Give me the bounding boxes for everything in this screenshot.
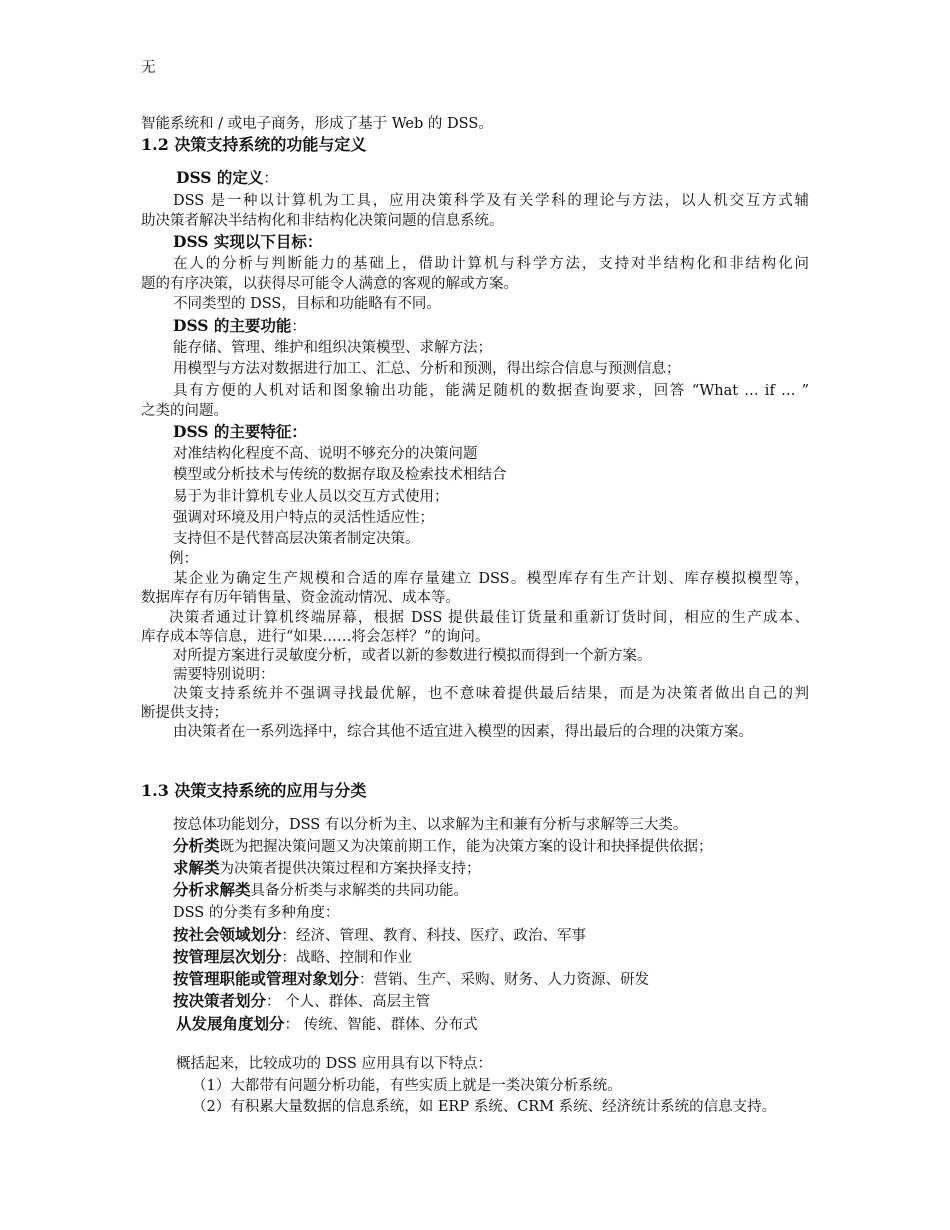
angle-item: [173, 969, 649, 990]
text-line: 在人的分析与判断能力的基础上，借助计算机与科学方法，支持对半结构化和非结构化问: [173, 256, 809, 272]
text-line: 某企业为确定生产规模和合适的库存量建立 DSS。模型库存有生产计划、库存模拟模型等，: [173, 571, 809, 587]
angle-item: [173, 925, 586, 946]
text-line: 数据库存有历年销售量、资金流动情况、成本等。: [141, 590, 460, 606]
text-line: 概括起来，比较成功的 DSS 应用具有以下特点：: [176, 1056, 492, 1072]
definition-heading-bold: DSS 的定义: [176, 168, 264, 187]
angle-item-desc: ：营销、生产、采购、财务、人力资源、研发: [359, 972, 650, 988]
text-line: （1）大都带有问题分析功能，有些实质上就是一类决策分析系统。: [192, 1078, 622, 1094]
class-item-term: 分析求解类: [173, 880, 251, 899]
angle-item-desc: ： 传统、智能、群体、分布式: [284, 1017, 478, 1033]
section-heading-1-3: 1.3 决策支持系统的应用与分类: [141, 781, 367, 800]
text-line: DSS 的分类有多种角度：: [173, 905, 340, 921]
note-label: 需要特别说明：: [173, 667, 275, 683]
text-line: 能存储、管理、维护和组织决策模型、求解方法；: [173, 340, 492, 356]
angle-item-term: 按管理层次划分: [173, 947, 282, 966]
angle-item: [173, 991, 430, 1012]
text-line: 库存成本等信息，进行“如果……将会怎样？”的询问。: [141, 629, 490, 645]
text-line: 具有方便的人机对话和图象输出功能，能满足随机的数据查询要求，回答 “What … if … ”: [173, 383, 809, 399]
text-line: 支持但不是代替高层决策者制定决策。: [173, 531, 420, 547]
class-item-desc: 具备分析类与求解类的共同功能。: [250, 883, 469, 899]
class-item-term: 求解类: [173, 858, 220, 877]
text-line: （2）有积累大量数据的信息系统，如 ERP 系统、CRM 系统、经济统计系统的信息支持。: [192, 1099, 777, 1115]
text-line: 由决策者在一系列选择中，综合其他不适宜进入模型的因素，得出最后的合理的决策方案。: [173, 724, 753, 740]
angle-item-term: 从发展角度划分: [176, 1014, 285, 1033]
text-line: 用模型与方法对数据进行加工、汇总、分析和预测，得出综合信息与预测信息；: [173, 361, 681, 377]
text-line: 断提供支持；: [141, 705, 228, 721]
text-line: 决策者通过计算机终端屏幕，根据 DSS 提供最佳订货量和重新订货时间，相应的生产成本、: [169, 610, 809, 626]
text-line: 之类的问题。: [141, 403, 228, 419]
text-line: DSS 是一种以计算机为工具，应用决策科学及有关学科的理论与方法，以人机交互方式辅: [173, 193, 809, 209]
text-line: 强调对环境及用户特点的灵活性适应性；: [173, 510, 434, 526]
angle-item-term: 按决策者划分: [173, 991, 267, 1010]
angle-item-term: 按社会领域划分: [173, 925, 282, 944]
text-line: 按总体功能划分，DSS 有以分析为主、以求解为主和兼有分析与求解等三大类。: [173, 817, 688, 833]
angle-item-desc: ： 个人、群体、高层主管: [266, 994, 431, 1010]
text-line: 模型或分析技术与传统的数据存取及检索技术相结合: [173, 467, 507, 483]
function-heading-colon: ：: [291, 319, 306, 335]
angle-item-term: 按管理职能或管理对象划分: [173, 969, 360, 988]
page-header: 无: [141, 60, 156, 76]
class-item-desc: 为决策者提供决策过程和方案抉择支持；: [219, 861, 481, 877]
text-line: 对所提方案进行灵敏度分析，或者以新的参数进行模拟而得到一个新方案。: [173, 648, 652, 664]
angle-item-desc: ：经济、管理、教育、科技、医疗、政治、军事: [281, 928, 587, 944]
text-line: 智能系统和 / 或电子商务，形成了基于 Web 的 DSS。: [141, 116, 493, 132]
section-heading-1-2: 1.2 决策支持系统的功能与定义: [141, 135, 367, 154]
class-item-term: 分析类: [173, 836, 220, 855]
text-line: 决策支持系统并不强调寻找最优解，也不意味着提供最后结果，而是为决策者做出自己的判: [173, 686, 809, 702]
angle-item: [176, 1014, 478, 1035]
class-item: [173, 836, 713, 857]
function-heading-bold: DSS 的主要功能: [173, 316, 292, 335]
text-line: 题的有序决策，以获得尽可能令人满意的客观的解或方案。: [141, 276, 518, 292]
angle-item: [173, 947, 412, 968]
text-line: 易于为非计算机专业人员以交互方式使用；: [173, 489, 449, 505]
definition-heading-colon: ：: [263, 171, 278, 187]
feature-heading: DSS 的主要特征：: [173, 422, 307, 441]
goal-heading: DSS 实现以下目标：: [173, 232, 323, 251]
text-line: 助决策者解决半结构化和非结构化决策问题的信息系统。: [141, 213, 504, 229]
class-item-desc: 既为把握决策问题又为决策前期工作，能为决策方案的设计和抉择提供依据；: [219, 839, 713, 855]
class-item: [173, 880, 468, 901]
text-line: 不同类型的 DSS，目标和功能略有不同。: [173, 296, 441, 312]
angle-item-desc: ：战略、控制和作业: [281, 950, 413, 966]
definition-heading: [176, 168, 278, 189]
function-heading: [173, 316, 306, 337]
class-item: [173, 858, 481, 879]
example-label: 例：: [169, 551, 198, 567]
text-line: 对准结构化程度不高、说明不够充分的决策问题: [173, 446, 478, 462]
